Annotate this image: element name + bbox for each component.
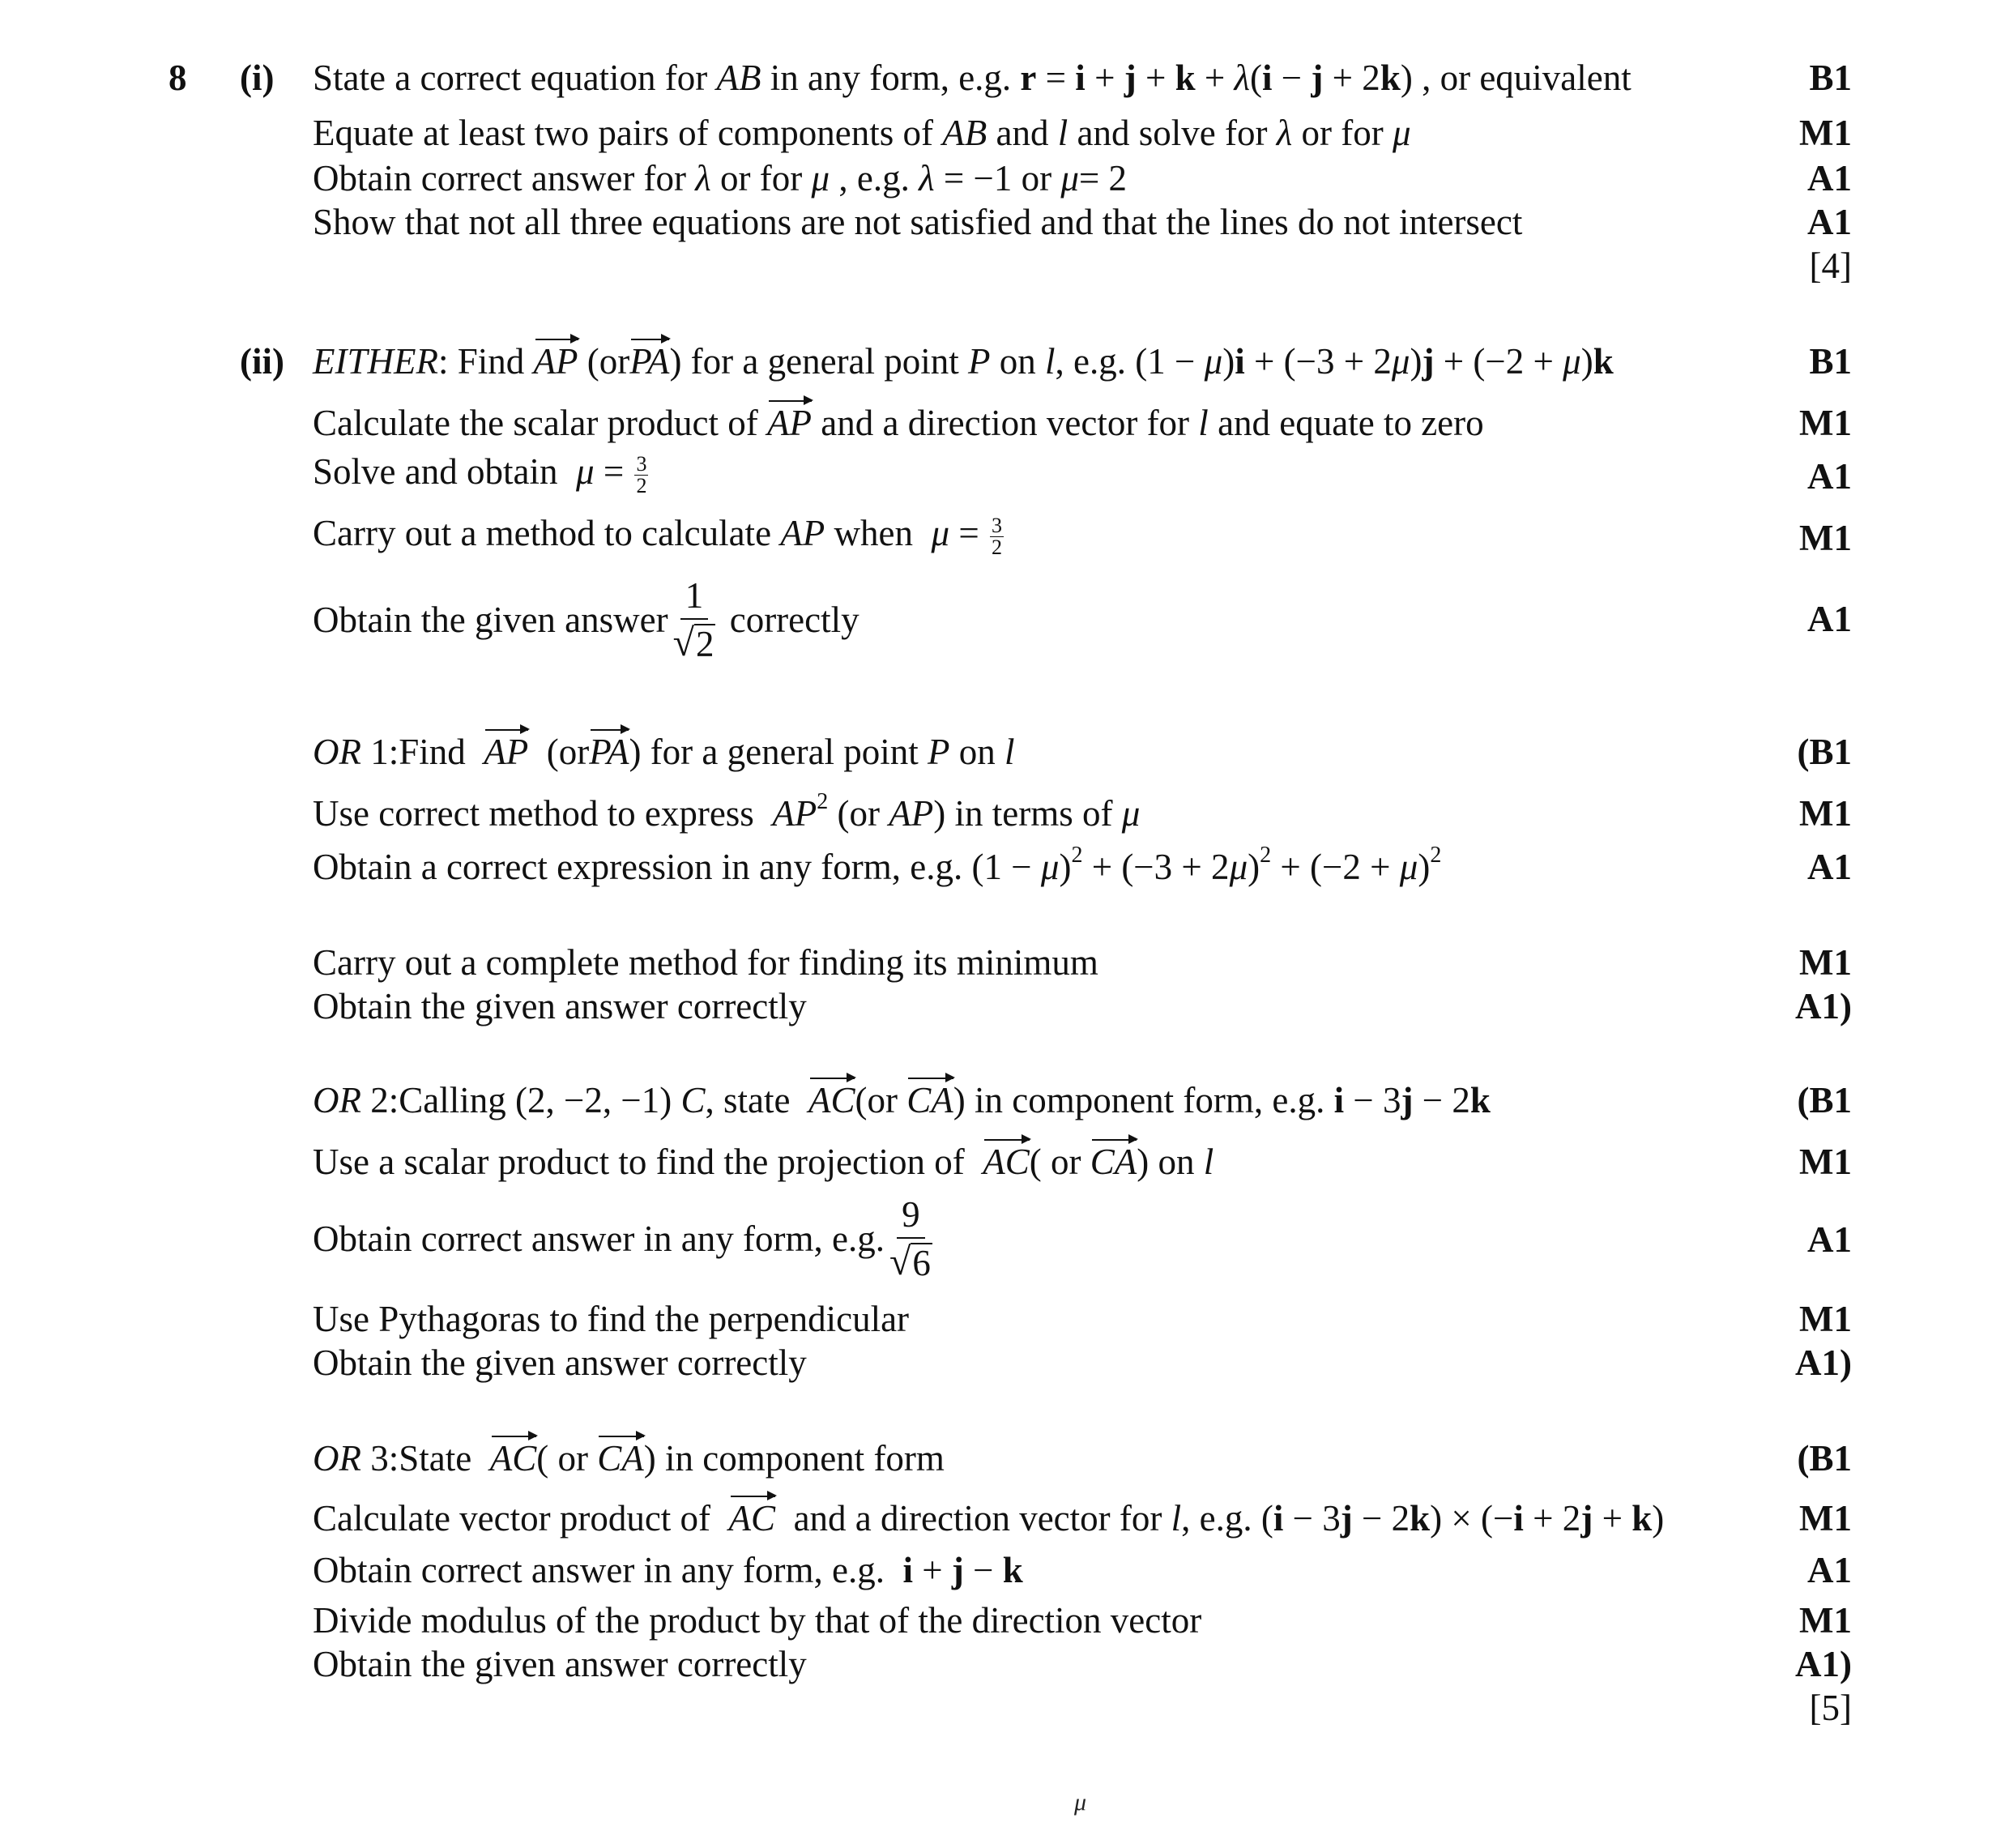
or1-mark-5: A1)	[1795, 986, 1852, 1026]
or1-line-5: Obtain the given answer correctly	[313, 986, 807, 1026]
fraction-three-halves: $\frac{3}{2}$	[992, 514, 1002, 560]
part-ii-label: (ii)	[240, 341, 284, 382]
or2-mark-4: M1	[1799, 1299, 1852, 1339]
either-line-4: Carry out a method to calculate AP when μ = $\frac{3}{2}$	[313, 513, 1002, 560]
or1-mark-3: A1	[1807, 847, 1852, 887]
or3-mark-3: A1	[1807, 1550, 1852, 1590]
either-line-3: Solve and obtain μ = $\frac{3}{2}$	[313, 451, 647, 498]
or3-mark-5: A1)	[1795, 1644, 1852, 1684]
or2-mark-3: A1	[1807, 1219, 1852, 1260]
either-label: EITHER	[313, 341, 438, 382]
or2-line-4: Use Pythagoras to find the perpendicular	[313, 1299, 910, 1339]
or1-mark-2: M1	[1799, 793, 1852, 834]
either-line-1: EITHER: Find AP (orPA) for a general point P on l, e.g. (1 − μ)i + (−3 + 2μ)j + (−2 + μ)k	[313, 341, 1614, 382]
or1-mark-4: M1	[1799, 942, 1852, 983]
part-i-mark-4: A1	[1807, 202, 1852, 242]
part-i-line-1: State a correct equation for AB in any form, e.g. r = i + j + k + λ(i − j + 2k) , or equivalent	[313, 58, 1632, 98]
part-i-line-2: Equate at least two pairs of components of AB and l and solve for λ or for μ	[313, 113, 1411, 153]
or3-line-5: Obtain the given answer correctly	[313, 1644, 807, 1684]
part-i-total: [4]	[1809, 245, 1852, 286]
part-i-label: (i)	[240, 58, 275, 98]
or2-line-2: Use a scalar product to find the projection of AC( or CA) on l	[313, 1142, 1214, 1182]
question-number: 8	[168, 58, 187, 98]
either-line-2: Calculate the scalar product of AP and a direction vector for l and equate to zero	[313, 403, 1484, 443]
part-i-mark-1: B1	[1809, 58, 1852, 98]
or2-mark-2: M1	[1799, 1142, 1852, 1182]
or1-mark-1: (B1	[1797, 732, 1852, 772]
part-i-line-4: Show that not all three equations are not satisfied and that the lines do not intersect	[313, 202, 1523, 242]
or2-line-1: OR 2:Calling (2, −2, −1) C, state AC(or CA) in component form, e.g. i − 3j − 2k	[313, 1080, 1491, 1120]
or2-mark-1: (B1	[1797, 1080, 1852, 1120]
either-mark-5: A1	[1807, 599, 1852, 639]
or2-label: OR	[313, 1080, 361, 1120]
or1-line-3: Obtain a correct expression in any form, e.g. $(1 - \mu)^2 + (-3 + 2\mu)^2 + (-2 + \mu)^2$	[313, 843, 1442, 887]
page-footer-glyph: μ	[1074, 1789, 1087, 1816]
or3-mark-4: M1	[1799, 1600, 1852, 1641]
or2-line-5: Obtain the given answer correctly	[313, 1342, 807, 1383]
or3-mark-2: M1	[1799, 1498, 1852, 1539]
either-mark-4: M1	[1799, 518, 1852, 558]
or2-line-3: Obtain correct answer in any form, e.g. 9 √ 6	[313, 1194, 931, 1284]
part-i-line-3: Obtain correct answer for λ or for μ , e.g. λ = −1 or μ= 2	[313, 158, 1128, 198]
or3-line-1: OR 3:State AC( or CA) in component form	[313, 1438, 945, 1479]
either-mark-3: A1	[1807, 456, 1852, 497]
or3-line-3: Obtain correct answer in any form, e.g. i + j − k	[313, 1550, 1023, 1590]
or1-line-4: Carry out a complete method for finding its minimum	[313, 942, 1098, 983]
or3-label: OR	[313, 1438, 361, 1479]
or1-line-2: Use correct method to express $AP^2$ (or AP) in terms of μ	[313, 789, 1141, 834]
either-mark-2: M1	[1799, 403, 1852, 443]
fraction-nine-over-root-six: 9 √ 6	[889, 1194, 931, 1284]
either-line-5: Obtain the given answer 1 √ 2 correctly	[313, 575, 859, 665]
or3-mark-1: (B1	[1797, 1438, 1852, 1479]
or3-line-4: Divide modulus of the product by that of the direction vector	[313, 1600, 1202, 1641]
part-ii-total: [5]	[1809, 1688, 1852, 1728]
or2-mark-5: A1)	[1795, 1342, 1852, 1383]
part-i-mark-2: M1	[1799, 113, 1852, 153]
fraction-one-over-root-two: 1 √ 2	[672, 575, 714, 665]
fraction-three-halves: $\frac{3}{2}$	[636, 452, 647, 498]
part-i-mark-3: A1	[1807, 158, 1852, 198]
either-mark-1: B1	[1809, 341, 1852, 382]
or1-label: OR	[313, 732, 361, 772]
or1-line-1: OR 1:Find AP (orPA) for a general point P on l	[313, 732, 1015, 772]
or3-line-2: Calculate vector product of AC and a direction vector for l, e.g. (i − 3j − 2k) × (−i + 2j + k)	[313, 1498, 1665, 1539]
